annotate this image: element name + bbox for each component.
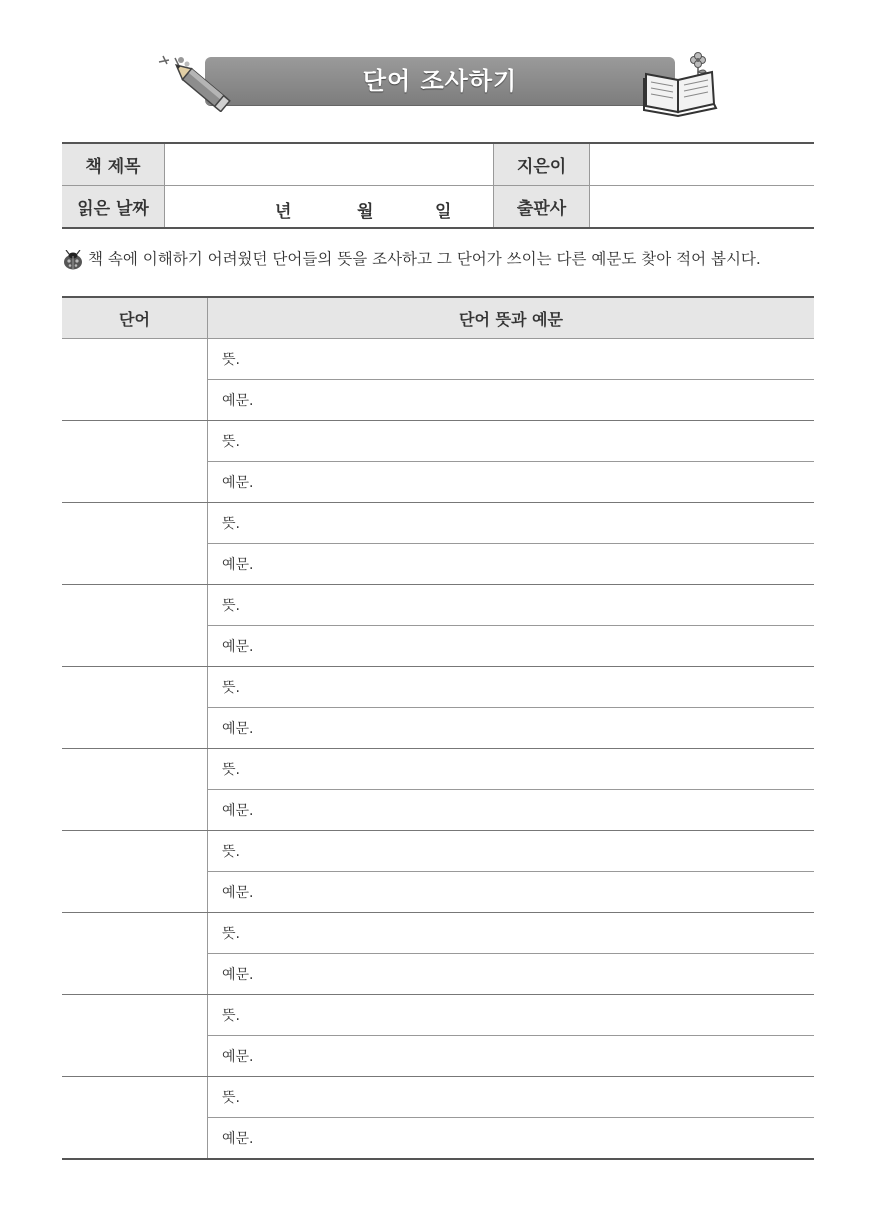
word-cell[interactable] xyxy=(62,749,208,831)
instruction-text: 책 속에 이해하기 어려웠던 단어들의 뜻을 조사하고 그 단어가 쓰이는 다른 예문도 찾아 적어 봅시다. xyxy=(88,250,761,268)
word-cell[interactable] xyxy=(62,995,208,1077)
example-line[interactable]: 예문. xyxy=(208,1036,815,1077)
ladybug-icon xyxy=(62,250,84,270)
meaning-line[interactable]: 뜻. xyxy=(208,913,815,954)
word-column-header: 단어 xyxy=(62,297,208,339)
example-line[interactable]: 예문. xyxy=(208,380,815,421)
example-line[interactable]: 예문. xyxy=(208,544,815,585)
word-cell[interactable] xyxy=(62,831,208,913)
word-cell[interactable] xyxy=(62,667,208,749)
example-line[interactable]: 예문. xyxy=(208,954,815,995)
meaning-line[interactable]: 뜻. xyxy=(208,585,815,626)
meaning-line[interactable]: 뜻. xyxy=(208,339,815,380)
example-line[interactable]: 예문. xyxy=(208,872,815,913)
word-cell[interactable] xyxy=(62,913,208,995)
meaning-line[interactable]: 뜻. xyxy=(208,1077,815,1118)
word-cell[interactable] xyxy=(62,503,208,585)
table-row xyxy=(62,913,814,954)
day-unit: 일 xyxy=(435,202,452,222)
book-title-label: 책 제목 xyxy=(62,143,165,186)
meaning-column-header: 단어 뜻과 예문 xyxy=(208,297,815,339)
pencil-icon xyxy=(155,50,235,112)
word-cell[interactable] xyxy=(62,585,208,667)
meaning-line[interactable]: 뜻. xyxy=(208,421,815,462)
example-line[interactable]: 예문. xyxy=(208,708,815,749)
table-row xyxy=(62,831,814,872)
open-book-icon xyxy=(640,52,720,118)
publisher-field[interactable] xyxy=(590,186,815,229)
author-label: 지은이 xyxy=(494,143,590,186)
table-row xyxy=(62,667,814,708)
meaning-line[interactable]: 뜻. xyxy=(208,749,815,790)
meaning-line[interactable]: 뜻. xyxy=(208,831,815,872)
meaning-line[interactable]: 뜻. xyxy=(208,503,815,544)
meaning-line[interactable]: 뜻. xyxy=(208,667,815,708)
word-cell[interactable] xyxy=(62,339,208,421)
book-title-field[interactable] xyxy=(165,143,494,186)
read-date-label: 읽은 날짜 xyxy=(62,186,165,229)
read-date-field[interactable] xyxy=(165,186,494,229)
table-row xyxy=(62,995,814,1036)
example-line[interactable]: 예문. xyxy=(208,790,815,831)
year-unit: 년 xyxy=(275,202,292,222)
table-row xyxy=(62,339,814,380)
example-line[interactable]: 예문. xyxy=(208,462,815,503)
author-field[interactable] xyxy=(590,143,815,186)
publisher-label: 출판사 xyxy=(494,186,590,229)
book-info-table xyxy=(62,142,814,229)
word-research-table xyxy=(62,296,814,1160)
word-cell[interactable] xyxy=(62,421,208,503)
word-cell[interactable] xyxy=(62,1077,208,1160)
table-row xyxy=(62,421,814,462)
table-row xyxy=(62,1077,814,1118)
page-title: 단어 조사하기 xyxy=(362,67,518,95)
table-row xyxy=(62,749,814,790)
table-row xyxy=(62,585,814,626)
example-line[interactable]: 예문. xyxy=(208,1118,815,1160)
example-line[interactable]: 예문. xyxy=(208,626,815,667)
table-row xyxy=(62,503,814,544)
month-unit: 월 xyxy=(357,202,374,222)
title-banner xyxy=(205,57,675,105)
meaning-line[interactable]: 뜻. xyxy=(208,995,815,1036)
instruction xyxy=(62,246,822,272)
